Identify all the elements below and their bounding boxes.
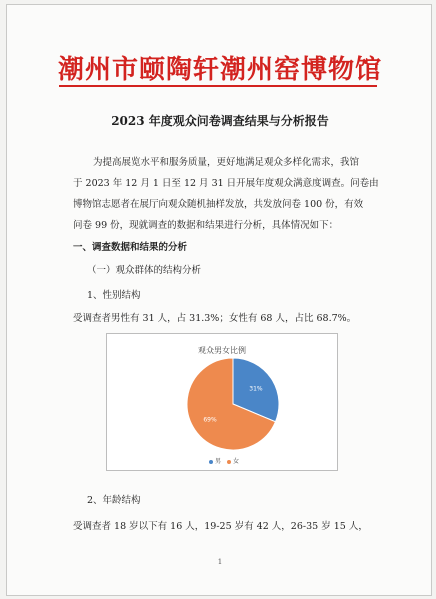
subsection-heading: （一）观众群体的结构分析 (87, 265, 202, 276)
intro-line-2: 于 2023 年 12 月 1 日至 12 月 31 日开展年度观众满意度调查。问卷由 (73, 178, 379, 189)
chart-legend (107, 456, 337, 465)
legend-swatch-female (227, 460, 231, 464)
legend-swatch-male (209, 460, 213, 464)
letterhead-rule (59, 85, 377, 87)
legend-label-male: 男 (215, 458, 222, 465)
report-title: 2023 年度观众问卷调查结果与分析报告 (111, 114, 329, 128)
document-page (6, 4, 432, 596)
pie-svg (107, 334, 339, 472)
intro-line-4: 问卷 99 份，现就调查的数据和结果进行分析，具体情况如下： (73, 220, 339, 231)
gender-text: 受调查者男性有 31 人，占 31.3%；女性有 68 人，占比 68.7%。 (73, 313, 357, 324)
pie-label-male: 31% (249, 385, 263, 393)
legend-label-female: 女 (232, 458, 239, 465)
age-text: 受调查者 18 岁以下有 16 人，19-25 岁有 42 人，26-35 岁 15 人， (73, 521, 368, 532)
pie-label-female: 69% (203, 416, 217, 424)
intro-line-1: 为提高展览水平和服务质量，更好地满足观众多样化需求，我馆 (93, 157, 360, 168)
gender-pie-chart (106, 333, 338, 471)
letterhead: 潮州市颐陶轩潮州窑博物馆 (57, 55, 382, 85)
chart-title: 观众男女比例 (198, 346, 246, 355)
intro-line-3: 博物馆志愿者在展厅向观众随机抽样发放，共发放问卷 100 份，有效 (73, 199, 364, 210)
section-heading: 一、调查数据和结果的分析 (73, 242, 188, 253)
age-heading: 2、年龄结构 (87, 495, 141, 506)
gender-heading: 1、性别结构 (87, 290, 141, 301)
page-number: 1 (217, 558, 223, 566)
